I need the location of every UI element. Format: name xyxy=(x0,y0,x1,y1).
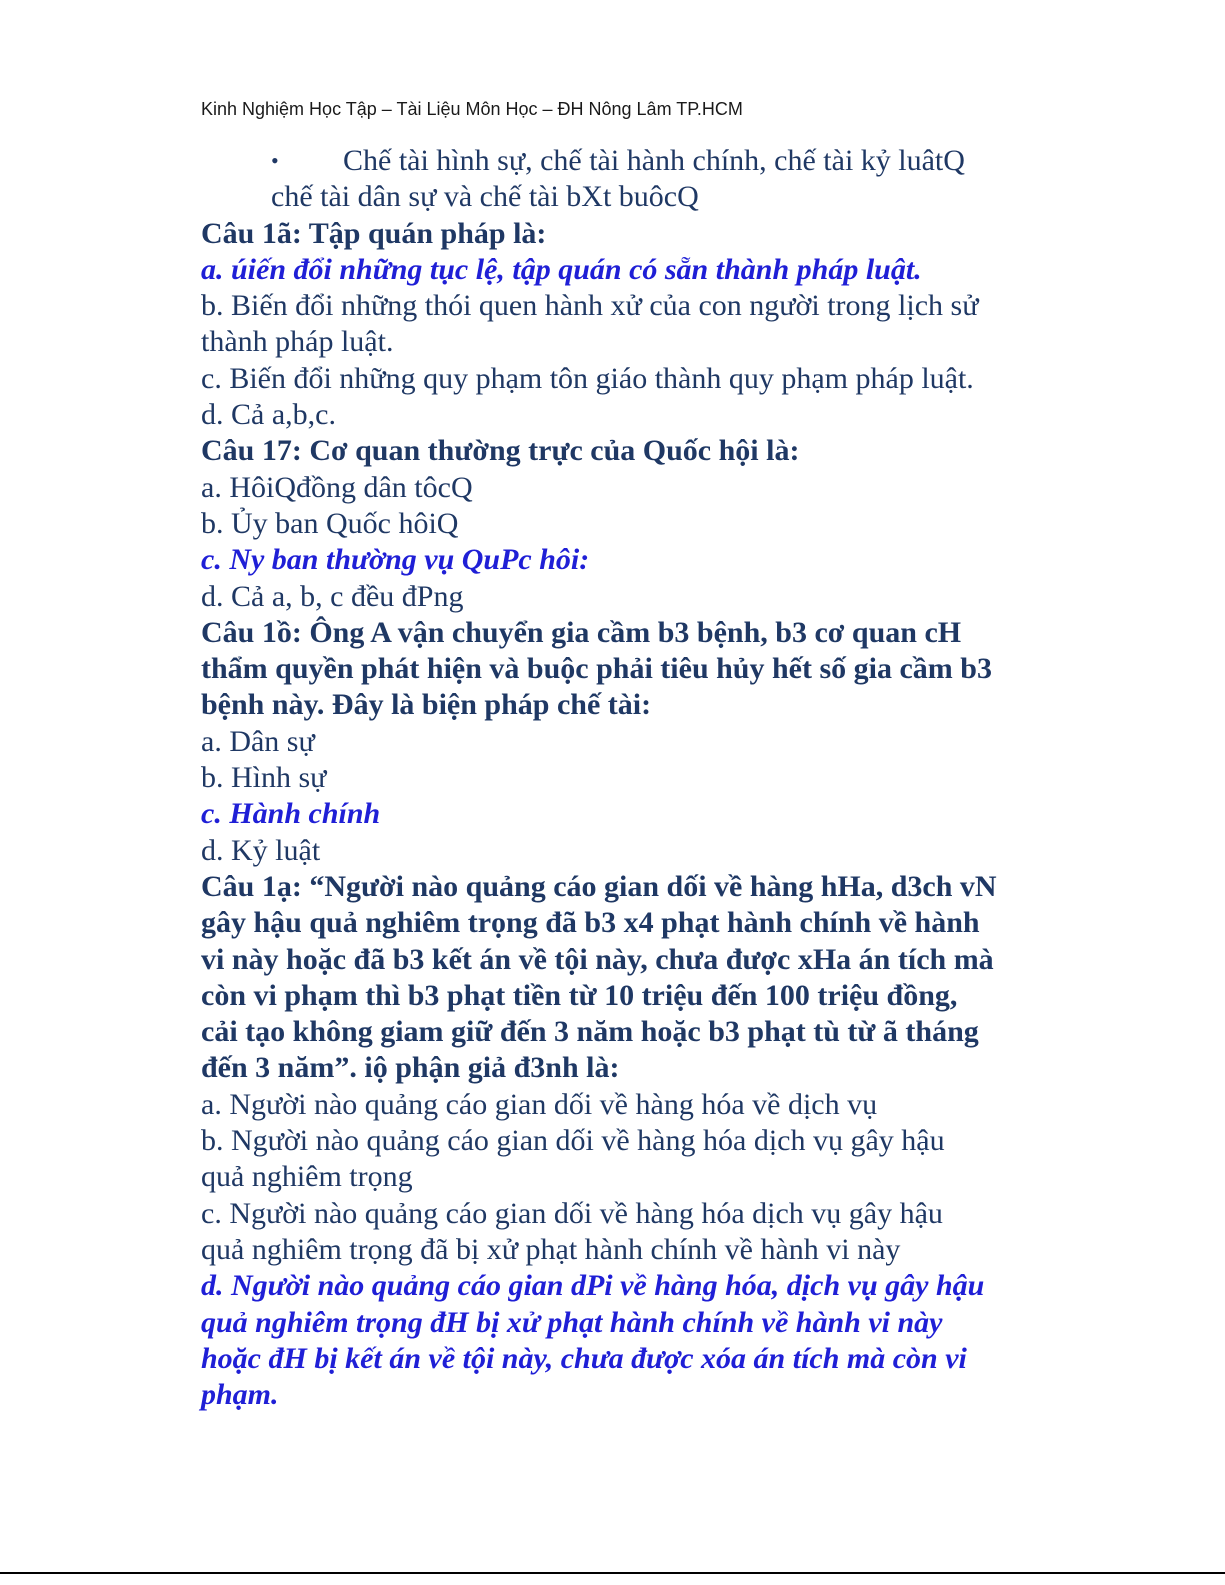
question-19-title-cont: vi này hoặc đã b3 kết án về tội này, chưa được xHa án tích mà xyxy=(201,942,994,976)
bullet-dot-icon: • xyxy=(271,148,279,173)
question-16-option-b: b. Biến đổi những thói quen hành xử của con người trong lịch sử xyxy=(201,289,979,323)
question-19-answer-d: d. Người nào quảng cáo gian dPi về hàng hóa, dịch vụ gây hậu xyxy=(201,1269,985,1303)
bullet-item xyxy=(201,143,1061,179)
question-18-option-d: d. Kỷ luật xyxy=(201,833,321,867)
question-16-option-b-cont: thành pháp luật. xyxy=(201,325,394,359)
page-header: Kinh Nghiệm Học Tập – Tài Liệu Môn Học – ĐH Nông Lâm TP.HCM xyxy=(201,99,743,119)
question-18-answer-c: c. Hành chính xyxy=(201,797,381,831)
question-19-answer-d-cont: phạm. xyxy=(201,1378,279,1412)
question-18-title: Câu 1ồ: Ông A vận chuyển gia cầm b3 bệnh, b3 cơ quan cH xyxy=(201,615,962,649)
question-19-title-cont: gây hậu quả nghiêm trọng đã b3 x4 phạt hành chính về hành xyxy=(201,906,980,940)
question-19-title-cont: đến 3 năm”. iộ phận giả đ3nh là: xyxy=(201,1051,620,1085)
question-18-title-cont: bệnh này. Đây là biện pháp chế tài: xyxy=(201,688,652,722)
question-16-option-c: c. Biến đổi những quy phạm tôn giáo thành quy phạm pháp luật. xyxy=(201,361,974,395)
question-19-answer-d-cont: quả nghiêm trọng đH bị xử phạt hành chính về hành vi này xyxy=(201,1305,943,1339)
question-18-option-b: b. Hình sự xyxy=(201,761,327,795)
document-body xyxy=(201,143,1061,1413)
question-18-option-a: a. Dân sự xyxy=(201,724,315,758)
question-16-option-d: d. Cả a,b,c. xyxy=(201,398,336,432)
question-19-option-b-cont: quả nghiêm trọng xyxy=(201,1160,413,1194)
question-19-option-c: c. Người nào quảng cáo gian dối về hàng hóa dịch vụ gây hậu xyxy=(201,1196,943,1230)
question-19-title-cont: còn vi phạm thì b3 phạt tiền từ 10 triệu đến 100 triệu đồng, xyxy=(201,978,958,1012)
bullet-text: Chế tài hình sự, chế tài hành chính, chế tài kỷ luâtQ xyxy=(343,144,965,177)
question-19-title-cont: cải tạo không giam giữ đến 3 năm hoặc b3 phạt tù từ ã tháng xyxy=(201,1015,979,1049)
question-19-option-b: b. Người nào quảng cáo gian dối về hàng hóa dịch vụ gây hậu xyxy=(201,1124,945,1158)
question-17-title: Câu 17: Cơ quan thường trực của Quốc hội là: xyxy=(201,434,800,468)
page-bottom-rule xyxy=(0,1572,1225,1574)
bullet-continuation: chế tài dân sự và chế tài bXt buôcQ xyxy=(271,180,699,214)
question-16-answer-a: a. úiến đổi những tục lệ, tập quán có sẵn thành pháp luật. xyxy=(201,252,922,286)
question-19-title: Câu 1ạ: “Người nào quảng cáo gian dối về hàng hHa, d3ch vN xyxy=(201,869,997,903)
question-17-answer-c: c. Ny ban thường vụ QuPc hôi: xyxy=(201,543,590,577)
question-19-option-a: a. Người nào quảng cáo gian dối về hàng hóa về dịch vụ xyxy=(201,1087,878,1121)
question-18-title-cont: thẩm quyền phát hiện và buộc phải tiêu hủy hết số gia cầm b3 xyxy=(201,652,992,686)
question-19-answer-d-cont: hoặc đH bị kết án về tội này, chưa được xóa án tích mà còn vi xyxy=(201,1341,967,1375)
question-16-title: Câu 1ã: Tập quán pháp là: xyxy=(201,216,547,250)
question-17-option-a: a. HôiQđồng dân tôcQ xyxy=(201,470,473,504)
question-17-option-d: d. Cả a, b, c đều đPng xyxy=(201,579,464,613)
question-17-option-b: b. Ủy ban Quốc hôiQ xyxy=(201,506,459,540)
question-19-option-c-cont: quả nghiêm trọng đã bị xử phạt hành chính về hành vi này xyxy=(201,1232,901,1266)
